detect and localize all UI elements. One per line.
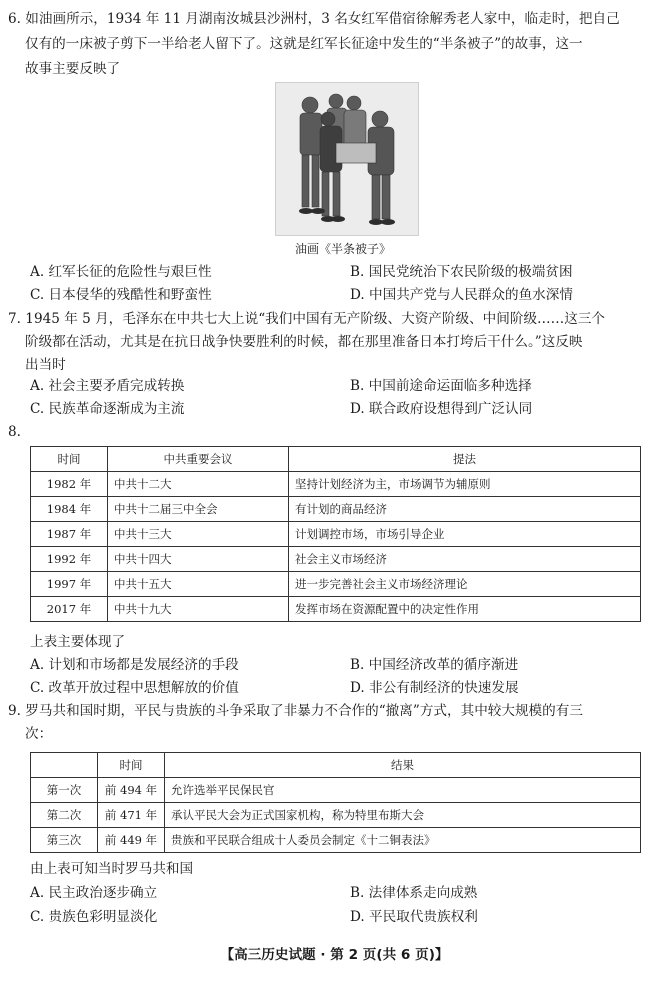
table-cell: 1984 年 xyxy=(31,497,108,522)
table-header: 中共重要会议 xyxy=(108,447,289,472)
oil-painting-image xyxy=(275,82,419,236)
q8-stem: 上表主要体现了 xyxy=(30,634,126,650)
table-row xyxy=(31,547,641,572)
q6-option-d[interactable]: D. 中国共产党与人民群众的鱼水深情 xyxy=(350,287,573,303)
table-header: 提法 xyxy=(289,447,641,472)
q9-option-c[interactable]: C. 贵族色彩明显淡化 xyxy=(30,909,158,925)
table-cell: 中共十五大 xyxy=(108,572,289,597)
q8-table xyxy=(30,446,641,622)
page-footer: 【高三历史试题 · 第 2 页(共 6 页)】 xyxy=(220,947,449,963)
table-row xyxy=(31,522,641,547)
table-row xyxy=(31,803,641,828)
q9-line-2: 次： xyxy=(25,726,53,742)
q6-option-b[interactable]: B. 国民党统治下农民阶级的极端贫困 xyxy=(350,264,573,280)
table-cell: 有计划的商品经济 xyxy=(289,497,641,522)
table-cell: 社会主义市场经济 xyxy=(289,547,641,572)
q9-option-a[interactable]: A. 民主政治逐步确立 xyxy=(30,885,158,901)
q7-option-d[interactable]: D. 联合政府设想得到广泛认同 xyxy=(350,401,533,417)
q7-line-2: 阶级都在活动，尤其是在抗日战争快要胜利的时候，都在那里准备日本打垮后干什么。”这反映 xyxy=(25,334,583,350)
table-header: 时间 xyxy=(98,753,165,778)
table-header: 结果 xyxy=(165,753,641,778)
table-row xyxy=(31,572,641,597)
table-cell: 贵族和平民联合组成十人委员会制定《十二铜表法》 xyxy=(165,828,641,853)
painting-caption: 油画《半条被子》 xyxy=(295,242,392,256)
table-cell: 1992 年 xyxy=(31,547,108,572)
table-cell: 发挥市场在资源配置中的决定性作用 xyxy=(289,597,641,622)
q8-option-b[interactable]: B. 中国经济改革的循序渐进 xyxy=(350,657,519,673)
q6-line-2: 仅有的一床被子剪下一半给老人留下了。这就是红军长征途中发生的“半条被子”的故事，这一 xyxy=(25,36,583,52)
q7-option-a[interactable]: A. 社会主要矛盾完成转换 xyxy=(30,378,185,394)
table-cell: 中共十三大 xyxy=(108,522,289,547)
table-cell: 允许选举平民保民官 xyxy=(165,778,641,803)
table-cell: 中共十二届三中全会 xyxy=(108,497,289,522)
q7-option-b[interactable]: B. 中国前途命运面临多种选择 xyxy=(350,378,532,394)
table-cell: 进一步完善社会主义市场经济理论 xyxy=(289,572,641,597)
q6-line-1: 6. 如油画所示，1934 年 11 月湖南汝城县沙洲村，3 名女红军借宿徐解秀老人家中，临走时，把自己 xyxy=(8,11,620,27)
table-cell: 中共十四大 xyxy=(108,547,289,572)
table-cell: 1997 年 xyxy=(31,572,108,597)
table-cell: 1987 年 xyxy=(31,522,108,547)
table-cell: 1982 年 xyxy=(31,472,108,497)
table-cell: 第一次 xyxy=(31,778,98,803)
table-row xyxy=(31,497,641,522)
table-cell: 2017 年 xyxy=(31,597,108,622)
q9-option-d[interactable]: D. 平民取代贵族权利 xyxy=(350,909,478,925)
table-cell: 计划调控市场，市场引导企业 xyxy=(289,522,641,547)
table-cell: 坚持计划经济为主，市场调节为辅原则 xyxy=(289,472,641,497)
q7-line-3: 出当时 xyxy=(25,357,66,373)
table-row xyxy=(31,472,641,497)
table-row xyxy=(31,828,641,853)
q8-option-c[interactable]: C. 改革开放过程中思想解放的价值 xyxy=(30,680,239,696)
q9-line-1: 9. 罗马共和国时期，平民与贵族的斗争采取了非暴力不合作的“撤离”方式，其中较大规模的有三 xyxy=(8,703,583,719)
table-row xyxy=(31,778,641,803)
q7-line-1: 7. 1945 年 5 月，毛泽东在中共七大上说“我们中国有无产阶级、大资产阶级、中间阶级……这三个 xyxy=(8,311,606,327)
q8-option-d[interactable]: D. 非公有制经济的快速发展 xyxy=(350,680,519,696)
table-header: 时间 xyxy=(31,447,108,472)
q9-stem: 由上表可知当时罗马共和国 xyxy=(30,861,194,877)
table-header xyxy=(31,753,98,778)
table-row xyxy=(31,597,641,622)
table-cell: 中共十二大 xyxy=(108,472,289,497)
q9-option-b[interactable]: B. 法律体系走向成熟 xyxy=(350,885,478,901)
table-cell: 承认平民大会为正式国家机构，称为特里布斯大会 xyxy=(165,803,641,828)
table-cell: 前 449 年 xyxy=(98,828,165,853)
table-cell: 中共十九大 xyxy=(108,597,289,622)
q8-option-a[interactable]: A. 计划和市场都是发展经济的手段 xyxy=(30,657,239,673)
q8-number: 8. xyxy=(8,424,21,440)
q6-option-a[interactable]: A. 红军长征的危险性与艰巨性 xyxy=(30,264,212,280)
table-header-row xyxy=(31,753,641,778)
table-header-row xyxy=(31,447,641,472)
table-cell: 前 471 年 xyxy=(98,803,165,828)
table-cell: 第三次 xyxy=(31,828,98,853)
q6-option-c[interactable]: C. 日本侵华的残酷性和野蛮性 xyxy=(30,287,212,303)
table-cell: 第二次 xyxy=(31,803,98,828)
table-cell: 前 494 年 xyxy=(98,778,165,803)
q9-table xyxy=(30,752,641,853)
q7-option-c[interactable]: C. 民族革命逐渐成为主流 xyxy=(30,401,185,417)
q6-line-3: 故事主要反映了 xyxy=(25,61,121,77)
